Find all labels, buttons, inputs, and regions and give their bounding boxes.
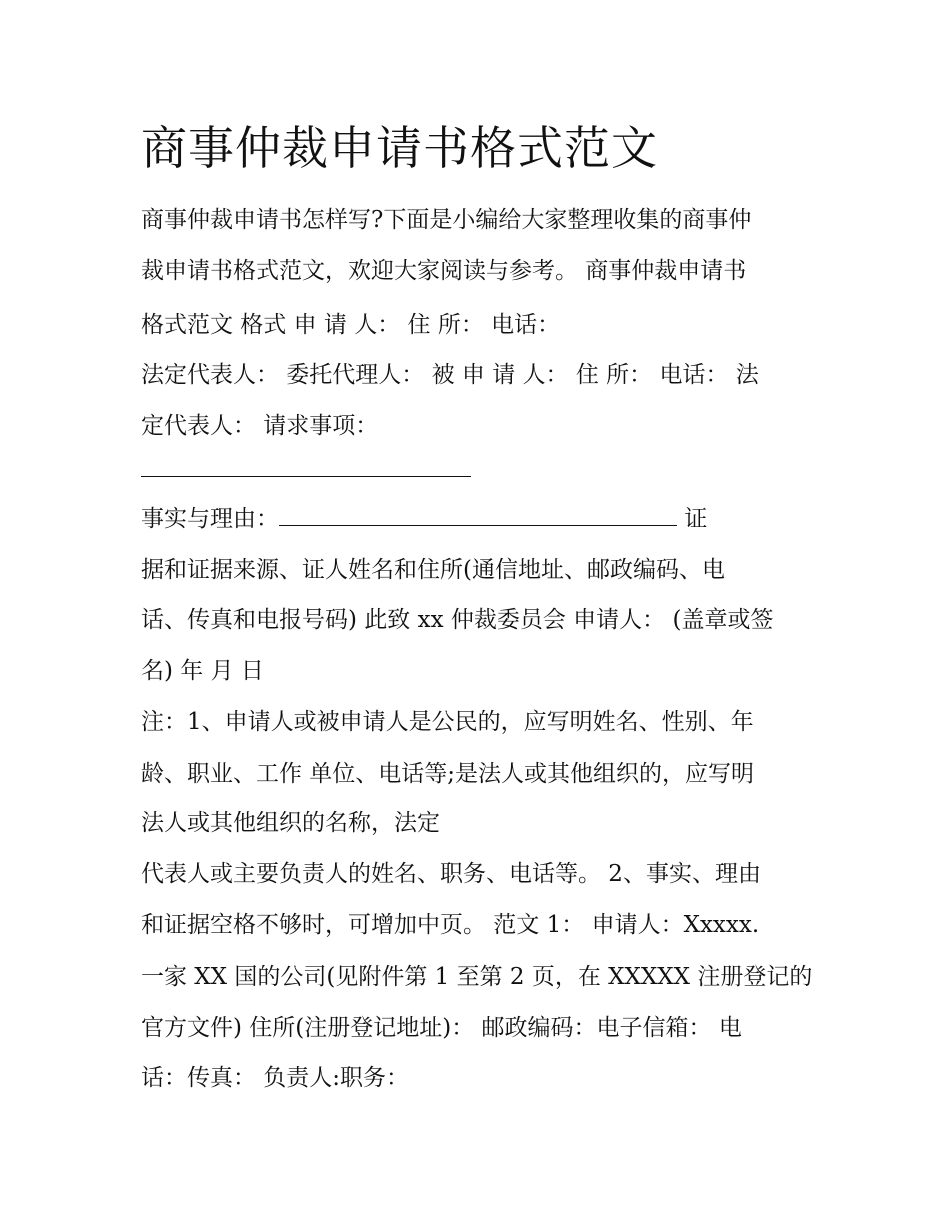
paragraph-line-13: 法人或其他组织的名称，法定 — [141, 810, 440, 836]
paragraph-line-1: 商事仲裁申请书怎样写?下面是小编给大家整理收集的商事仲 — [141, 207, 752, 233]
paragraph-line-4: 法定代表人： 委托代理人： 被 申 请 人： 住 所： 电话： 法 — [141, 362, 759, 388]
paragraph-line-5: 定代表人： 请求事项： — [141, 413, 379, 439]
paragraph-line-8: 据和证据来源、证人姓名和住所(通信地址、邮政编码、电 — [141, 557, 725, 583]
paragraph-line-18: 话：传真： 负责人:职务： — [141, 1065, 410, 1091]
facts-underline — [279, 505, 677, 526]
paragraph-line-15: 和证据空格不够时，可增加中页。 范文 1： 申请人：Xxxxx. — [141, 912, 760, 938]
paragraph-line-9: 话、传真和电报号码) 此致 xx 仲裁委员会 申请人： (盖章或签 — [141, 607, 774, 633]
evidence-label-start: 证 — [684, 506, 708, 532]
paragraph-line-16: 一家 XX 国的公司(见附件第 1 至第 2 页，在 XXXXX 注册登记的 — [141, 964, 813, 990]
facts-reasons-label: 事实与理由： — [141, 506, 279, 532]
page-title: 商事仲裁申请书格式范文 — [141, 121, 658, 175]
paragraph-line-17: 官方文件) 住所(注册登记地址)： 邮政编码：电子信箱： 电 — [141, 1015, 742, 1041]
paragraph-line-14: 代表人或主要负责人的姓名、职务、电话等。 2、事实、理由 — [141, 861, 761, 887]
paragraph-line-12: 龄、职业、工作 单位、电话等;是法人或其他组织的，应写明 — [141, 761, 755, 787]
paragraph-line-3: 格式范文 格式 申 请 人： 住 所： 电话： — [141, 312, 561, 338]
request-blank-line — [141, 455, 471, 485]
paragraph-line-11: 注：1、申请人或被申请人是公民的，应写明姓名、性别、年 — [141, 709, 754, 735]
blank-underline — [141, 456, 471, 477]
paragraph-line-10: 名) 年 月 日 — [141, 658, 264, 684]
paragraph-line-2: 裁申请书格式范文，欢迎大家阅读与参考。 商事仲裁申请书 — [141, 258, 747, 284]
facts-reasons-line — [141, 504, 707, 534]
